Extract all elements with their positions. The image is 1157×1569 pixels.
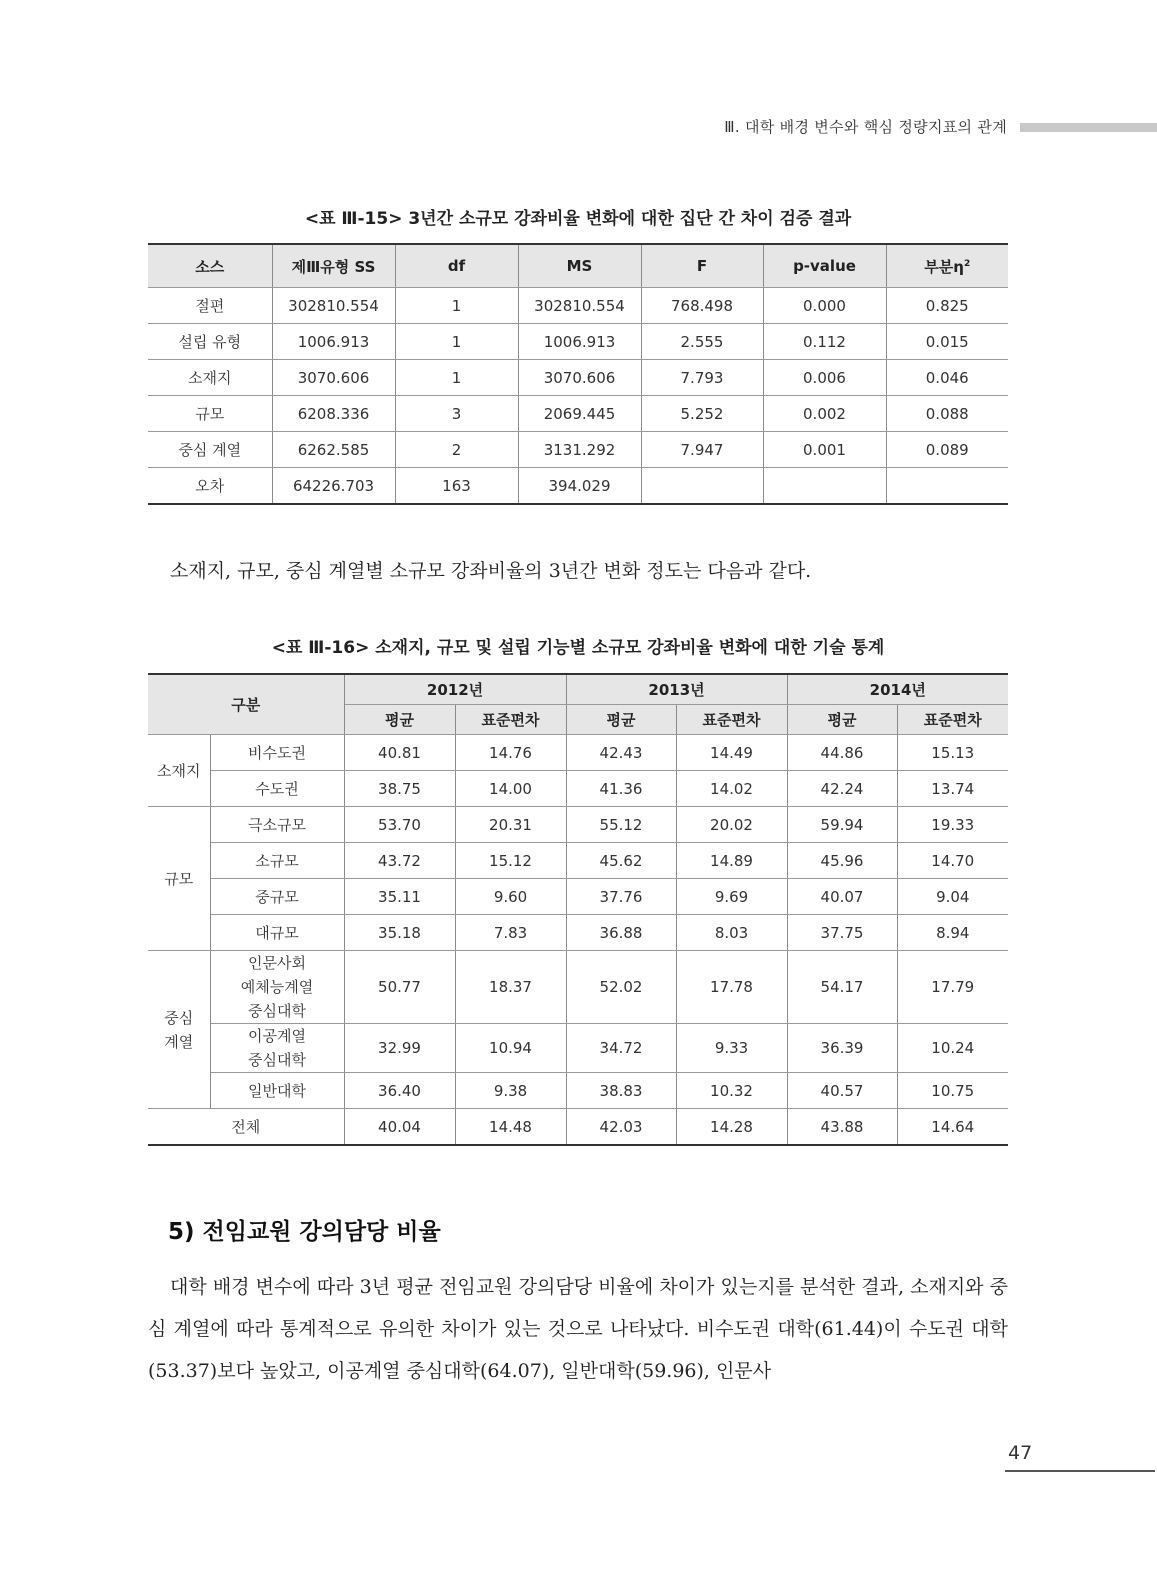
cell: 38.83 [566,1073,676,1109]
group-label-location: 소재지 [148,735,210,807]
cell: 9.38 [455,1073,566,1109]
group-label-line: 중심 [164,1008,194,1027]
col-header-pvalue: p-value [763,244,886,288]
table15-header-row [148,244,1008,288]
col-header-mean: 평균 [787,705,897,735]
cell: 37.75 [787,915,897,951]
cell: 394.029 [518,468,641,505]
cell: 8.94 [897,915,1008,951]
cell: 0.002 [763,396,886,432]
cell: 6262.585 [272,432,395,468]
cell: 오차 [148,468,272,505]
table15-caption: <표 Ⅲ-15> 3년간 소규모 강좌비율 변화에 대한 집단 간 차이 검증 결과 [304,209,852,229]
cell: 14.02 [676,771,787,807]
cell: 14.28 [676,1109,787,1146]
cell: 5.252 [641,396,763,432]
row-label-line: 중심대학 [248,1002,306,1020]
cell: 14.64 [897,1109,1008,1146]
row-label-total: 전체 [148,1109,344,1146]
cell [641,468,763,505]
row-label-line: 예체능계열 [240,978,314,996]
col-header-f: F [641,244,763,288]
row-label: 중규모 [210,879,344,915]
table-row [148,360,1008,396]
cell: 1006.913 [272,324,395,360]
col-header-mean: 평균 [566,705,676,735]
row-label [210,951,344,1024]
header-bar [1020,123,1157,132]
cell: 42.24 [787,771,897,807]
cell: 14.49 [676,735,787,771]
cell: 1 [395,324,518,360]
cell: 1 [395,360,518,396]
table-row [148,879,1008,915]
cell: 36.39 [787,1024,897,1073]
page-number-rule [1005,1470,1155,1472]
col-header-category: 구분 [148,674,344,735]
cell [763,468,886,505]
cell: 13.74 [897,771,1008,807]
table-row [148,807,1008,843]
body-paragraph: 대학 배경 변수에 따라 3년 평균 전임교원 강의담당 비율에 차이가 있는지를 분석한 결과, 소재지와 중심 계열에 따라 통계적으로 유의한 차이가 있는 것으로 나타났다. 비수도권 대학(61.44)이 수도권 대학(53.37)보다 높았고, 이공계열 중심대학(64.07), 일반대학(59.96), 인문사 [148,1276,1008,1382]
cell: 55.12 [566,807,676,843]
cell: 34.72 [566,1024,676,1073]
cell: 8.03 [676,915,787,951]
cell: 302810.554 [518,288,641,324]
cell: 10.75 [897,1073,1008,1109]
col-header-ms: MS [518,244,641,288]
cell: 44.86 [787,735,897,771]
col-header-sd: 표준편차 [455,705,566,735]
table16-header-row-years [148,674,1008,705]
cell: 2.555 [641,324,763,360]
cell: 0.825 [886,288,1008,324]
cell: 0.089 [886,432,1008,468]
cell: 9.04 [897,879,1008,915]
col-header-mean: 평균 [344,705,455,735]
cell: 14.76 [455,735,566,771]
cell: 53.70 [344,807,455,843]
cell: 19.33 [897,807,1008,843]
cell: 163 [395,468,518,505]
cell: 2069.445 [518,396,641,432]
row-label [210,1024,344,1073]
cell: 59.94 [787,807,897,843]
cell: 18.37 [455,951,566,1024]
cell: 소재지 [148,360,272,396]
col-header-df: df [395,244,518,288]
cell: 10.94 [455,1024,566,1073]
cell: 14.70 [897,843,1008,879]
cell: 7.83 [455,915,566,951]
cell: 14.89 [676,843,787,879]
table-row [148,951,1008,1024]
cell: 17.78 [676,951,787,1024]
cell: 42.43 [566,735,676,771]
cell: 0.001 [763,432,886,468]
row-label: 대규모 [210,915,344,951]
cell: 40.04 [344,1109,455,1146]
cell: 40.07 [787,879,897,915]
col-header-ss: 제Ⅲ유형 SS [272,244,395,288]
row-label: 극소규모 [210,807,344,843]
cell: 3070.606 [518,360,641,396]
section-heading: 5) 전임교원 강의담당 비율 [168,1219,441,1245]
cell: 17.79 [897,951,1008,1024]
cell: 0.015 [886,324,1008,360]
table-row [148,735,1008,771]
cell: 0.000 [763,288,886,324]
cell: 50.77 [344,951,455,1024]
cell: 15.13 [897,735,1008,771]
cell: 20.31 [455,807,566,843]
cell: 38.75 [344,771,455,807]
cell: 45.96 [787,843,897,879]
table15 [148,243,1008,505]
table16 [148,673,1008,1146]
cell: 36.40 [344,1073,455,1109]
row-label: 수도권 [210,771,344,807]
table-row [148,1073,1008,1109]
cell: 52.02 [566,951,676,1024]
cell: 9.60 [455,879,566,915]
cell: 45.62 [566,843,676,879]
cell: 15.12 [455,843,566,879]
cell: 54.17 [787,951,897,1024]
cell: 3 [395,396,518,432]
group-label-size: 규모 [148,807,210,951]
row-label-line: 인문사회 [248,954,306,972]
cell: 10.32 [676,1073,787,1109]
cell: 10.24 [897,1024,1008,1073]
cell: 9.33 [676,1024,787,1073]
table-row [148,915,1008,951]
cell: 설립 유형 [148,324,272,360]
cell [886,468,1008,505]
cell: 40.81 [344,735,455,771]
col-header-sd: 표준편차 [676,705,787,735]
cell: 0.112 [763,324,886,360]
table-row [148,468,1008,505]
col-header-year-2014: 2014년 [787,674,1008,705]
running-header: Ⅲ. 대학 배경 변수와 핵심 정량지표의 관계 [724,118,1007,136]
cell: 7.793 [641,360,763,396]
cell: 14.48 [455,1109,566,1146]
cell: 2 [395,432,518,468]
cell: 0.006 [763,360,886,396]
row-label: 일반대학 [210,1073,344,1109]
cell: 중심 계열 [148,432,272,468]
cell: 768.498 [641,288,763,324]
col-header-source: 소스 [148,244,272,288]
table-row [148,771,1008,807]
table-row [148,432,1008,468]
cell: 3070.606 [272,360,395,396]
table-row [148,324,1008,360]
cell: 1006.913 [518,324,641,360]
cell: 36.88 [566,915,676,951]
table-row [148,843,1008,879]
table-row [148,1024,1008,1073]
col-header-sd: 표준편차 [897,705,1008,735]
table-row [148,288,1008,324]
cell: 37.76 [566,879,676,915]
cell: 40.57 [787,1073,897,1109]
cell: 20.02 [676,807,787,843]
cell: 42.03 [566,1109,676,1146]
table16-caption: <표 Ⅲ-16> 소재지, 규모 및 설립 기능별 소규모 강좌비율 변화에 대한 기술 통계 [271,638,885,658]
row-label-line: 중심대학 [248,1051,306,1069]
row-label: 비수도권 [210,735,344,771]
cell: 64226.703 [272,468,395,505]
cell: 7.947 [641,432,763,468]
cell: 규모 [148,396,272,432]
cell: 302810.554 [272,288,395,324]
partial-eta-exponent: 2 [963,258,971,269]
page-number: 47 [1008,1442,1033,1464]
col-header-partial-eta [886,244,1008,288]
cell: 35.11 [344,879,455,915]
cell: 0.046 [886,360,1008,396]
group-label-line: 계열 [164,1032,194,1051]
summary-sentence: 소재지, 규모, 중심 계열별 소규모 강좌비율의 3년간 변화 정도는 다음과 같다. [170,560,812,582]
partial-eta-label: 부분η [924,257,964,276]
table-row-total [148,1109,1008,1146]
row-label: 소규모 [210,843,344,879]
cell: 41.36 [566,771,676,807]
cell: 43.72 [344,843,455,879]
col-header-year-2013: 2013년 [566,674,787,705]
cell: 32.99 [344,1024,455,1073]
table-row [148,396,1008,432]
cell: 14.00 [455,771,566,807]
cell: 43.88 [787,1109,897,1146]
group-label-field [148,951,210,1109]
cell: 0.088 [886,396,1008,432]
cell: 절편 [148,288,272,324]
col-header-year-2012: 2012년 [344,674,566,705]
cell: 6208.336 [272,396,395,432]
row-label-line: 이공계열 [248,1027,306,1045]
cell: 9.69 [676,879,787,915]
cell: 3131.292 [518,432,641,468]
cell: 35.18 [344,915,455,951]
cell: 1 [395,288,518,324]
